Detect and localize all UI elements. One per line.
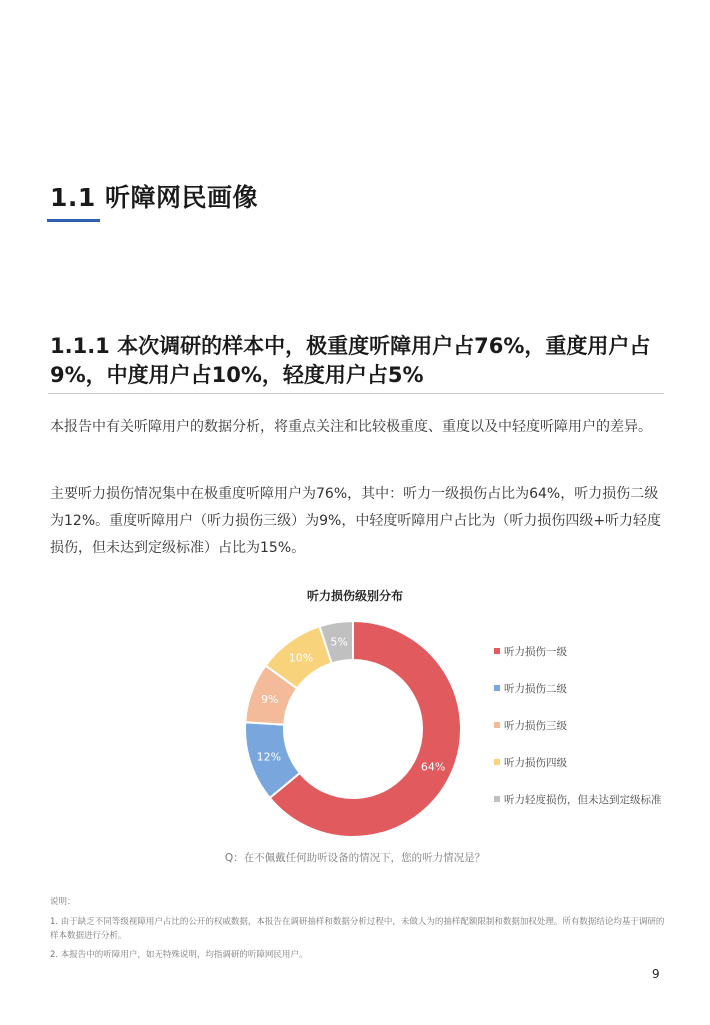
intro-paragraph: 本报告中有关听障用户的数据分析，将重点关注和比较极重度、重度以及中轻度听障用户的差异。 [50,419,652,435]
chart-legend [494,645,662,806]
legend-label-2: 听力损伤二级 [504,683,567,695]
notes-heading: 说明： [50,897,76,907]
survey-question: Q：在不佩戴任何助听设备的情况下，您的听力情况是？ [224,852,486,864]
legend-swatch-2 [494,685,500,691]
donut-slices [245,621,461,837]
legend-label-3: 听力损伤三级 [504,720,567,732]
subsection-title: 1.1.1 本次调研的样本中，极重度听障用户占76%，重度用户占9%，中度用户占10%，轻度用户占5% [50,334,651,387]
detail-paragraph: 主要听力损伤情况集中在极重度听障用户为76%，其中：听力一级损伤占比为64%，听力损伤二级为12%。重度听障用户（听力损伤三级）为9%，中轻度听障用户占比为（听力损伤四级+听力轻度损伤，但未达到定级标准）占比为15%。 [50,486,662,556]
legend-swatch-3 [494,722,500,728]
legend-label-1: 听力损伤一级 [504,646,567,658]
legend-swatch-5 [494,796,500,802]
page-number: 9 [652,967,660,981]
subsection-divider [48,393,664,394]
slice-label-1: 64% [420,760,446,774]
note-1: 1. 由于缺乏不同等级视障用户占比的公开的权威数据，本报告在调研抽样和数据分析过程中，未做人为的抽样配额限制和数据加权处理。所有数据结论均基于调研的样本数据进行分析。 [50,917,665,941]
chart-title: 听力损伤级别分布 [306,589,403,603]
slice-label-4: 10% [288,651,314,665]
legend-label-5: 听力轻度损伤，但未达到定级标准 [504,794,662,806]
slice-label-2: 12% [256,750,282,764]
section-title: 1.1 听障网民画像 [50,183,258,212]
legend-swatch-4 [494,759,500,765]
slice-label-3: 9% [261,693,279,707]
legend-label-4: 听力损伤四级 [504,757,567,769]
note-2: 2. 本报告中的听障用户，如无特殊说明，均指调研的听障网民用户。 [50,950,308,960]
legend-swatch-1 [494,648,500,654]
section-underline [47,219,100,222]
slice-label-5: 5% [330,635,348,649]
hearing-loss-donut-chart [0,605,710,845]
